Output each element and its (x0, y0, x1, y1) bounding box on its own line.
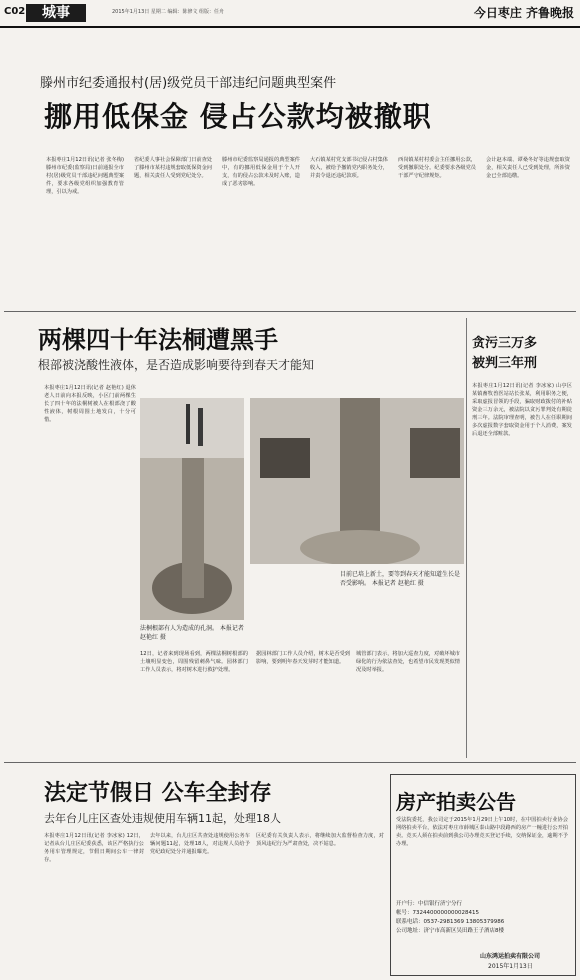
tree-root-photo-left (140, 398, 244, 620)
article2-col-3: 据园林部门工作人员介绍，树木是否受到影响，要到明年春天发芽时才能知道。 (256, 651, 350, 665)
auction-date: 2015年1月13日 (488, 963, 533, 970)
article2-headline: 两棵四十年法桐遭黑手 (38, 325, 278, 354)
photo-caption-left: 法桐根部有人为造成的孔洞。 本报记者 赵艳红 摄 (140, 625, 244, 641)
contact-address: 公司地址：济宁市高新区吴田路王子酒店8楼 (396, 928, 505, 934)
article3-col-1: 本报枣庄1月12日讯(记者 李冰家) 12日，记者从台儿庄区纪委获悉，该区严格执行公务用车管理规定，节假日期间公车一律封存。 (44, 833, 144, 863)
sidebar-headline-1: 贪污三万多 (472, 336, 538, 351)
article1-col-6: 会计赵本端、谭桑冬好等违规套取资金，相关责任人已受到处理，所涉资金已全部追缴。 (486, 157, 570, 179)
tree-photo-right-svg (250, 398, 464, 564)
article1-col-5: 西岗镇某村村委会主任挪用公款，受到撤职处分。纪委要求各级党员干部严守纪律规矩。 (398, 157, 476, 179)
contact-bank: 开户行：中信银行济宁分行 (396, 901, 463, 907)
article1-kicker: 滕州市纪委通报村(居)级党员干部违纪问题典型案件 (40, 76, 337, 91)
section-divider-2 (4, 762, 576, 763)
article1-col-3: 滕州市纪委监察局通报的典型案件中，有的挪用低保金用于个人开支，有的侵占公款未及时入账，造成了恶劣影响。 (222, 157, 300, 187)
issue-meta: 2015年1月13日 星期二 编辑：陈修文 组版：任舟 (112, 9, 225, 15)
header-rule (0, 26, 580, 28)
auction-company: 山东鸿运拍卖有限公司 (480, 953, 541, 960)
article2-col-1: 本报枣庄1月12日讯(记者 赵艳红) 退休老人日前向本报反映，小区门前两棵生长了四十年的法桐树被人在根部浇了酸性液体，树根周围土地发白，十分可惜。 (44, 385, 136, 423)
article1-col-2: 省纪委人事社会保障部门日前查处了滕州市某村违规套取低保资金问题，相关责任人受到党纪处分。 (134, 157, 212, 179)
contact-account: 帐号：7324400000000028415 (396, 910, 479, 916)
article1-headline: 挪用低保金 侵占公款均被撤职 (44, 100, 432, 133)
tree-photo-left-svg (140, 398, 244, 620)
section-label: 城事 (26, 4, 86, 22)
article2-col-2: 12日，记者来到现场看到，两棵法桐树根部的土壤明显变色，周围残留刺鼻气味。园林部门工作人员表示，将对树木进行救护处理。 (140, 651, 248, 673)
article3-headline: 法定节假日 公车全封存 (44, 780, 272, 806)
article2-col-4: 城管部门表示，将加大巡查力度，对破坏城市绿化的行为依法查处，也希望市民发现类似情况及时举报。 (356, 651, 460, 673)
auction-notice-title: 房产拍卖公告 (396, 790, 516, 814)
page-code: C02 (4, 6, 26, 17)
contact-phone: 联系电话：0537-2981369 13805379986 (396, 919, 505, 925)
tree-root-photo-right (250, 398, 464, 564)
section-divider-1 (4, 311, 576, 312)
auction-notice-text: 受法院委托，我公司定于2015年1月29日上午10时，在中国拍卖行业协会网络拍卖平台，依法对枣庄市薛城区泰山路中段路西的房产一幢进行公开拍卖。竞买人须在拍卖前到我公司办理竞买登记手续，交纳保证金，逾期不予办理。 (396, 817, 568, 847)
article3-subheadline: 去年台儿庄区查处违规使用车辆11起，处理18人 (44, 812, 281, 825)
article2-subheadline: 根部被浇酸性液体，是否造成影响要待到春天才能知 (38, 358, 315, 372)
sidebar-headline-2: 被判三年刑 (472, 356, 538, 371)
photo-caption-right: 目前已培上新土，要等到春天才能知道生长是否受影响。 本报记者 赵艳红 摄 (340, 571, 461, 587)
paper-logo: 今日枣庄 齐鲁晚报 (473, 6, 574, 20)
article3-col-3: 区纪委有关负责人表示，将继续加大监督检查力度，对顶风违纪行为严肃查处，决不姑息。 (256, 833, 384, 847)
article1-col-4: 大石镇某村党支部书记侵占村集体收入，被给予撤销党内职务处分，并责令退还违纪款项。 (310, 157, 388, 179)
sidebar-text: 本报枣庄1月12日讯(记者 李冰家) 山亭区某镇畜牧兽医站站长张某，利用职务之便，采取虚报冒领的手段，骗取财政拨付的补贴资金三万余元，被法院以贪污罪判处有期徒刑三年。法院审理查明，被告人在任职期间多次虚报数字套取资金用于个人消费，案发后退还全部赃款。 (472, 383, 572, 437)
sidebar-divider (466, 318, 467, 758)
auction-contact (396, 900, 568, 936)
article1-col-1: 本报枣庄1月12日讯(记者 张冬梅) 滕州市纪委(监察局)日前通报全市村(居)级党员干部违纪问题典型案件，要求各级党组织加强教育管理，引以为戒。 (46, 157, 124, 195)
article3-col-2: 去年以来，台儿庄区共查处违规使用公务车辆问题11起，处理18人，对违规人员给予党纪政纪处分并通报曝光。 (150, 833, 250, 855)
